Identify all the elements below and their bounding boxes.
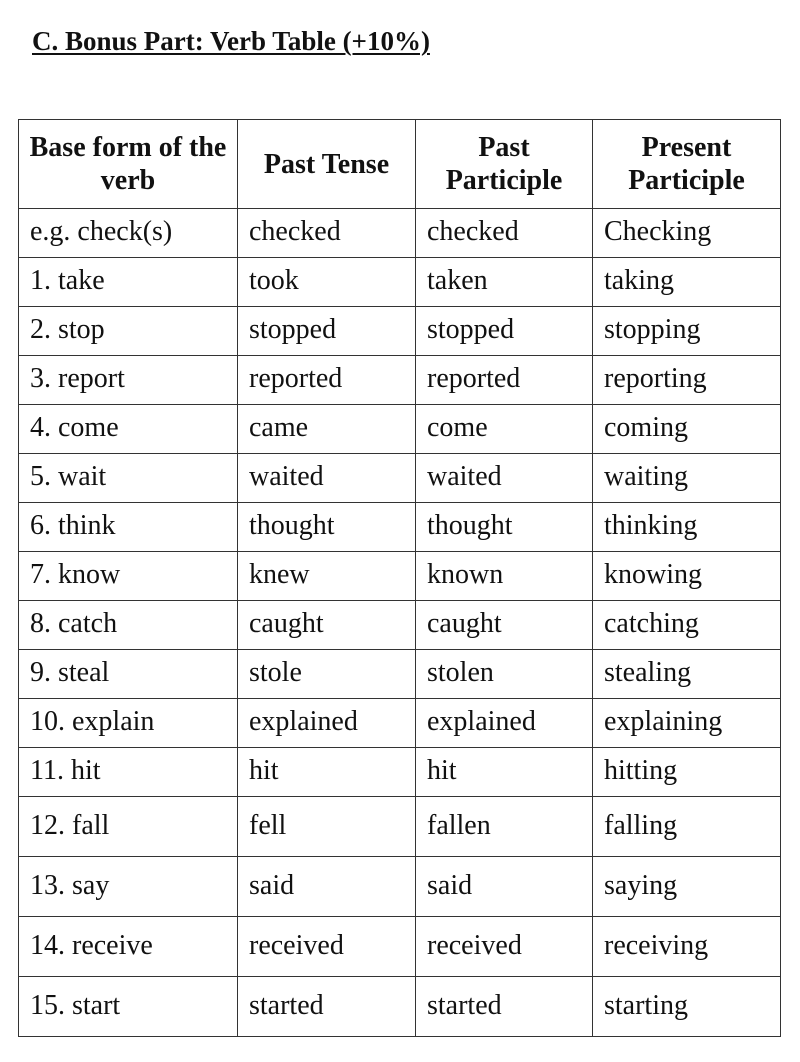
present-participle-cell: starting — [593, 977, 781, 1037]
base-form-cell: 14. receive — [19, 917, 238, 977]
base-form-cell: 1. take — [19, 258, 238, 307]
table-row — [19, 356, 781, 405]
past-participle-cell: caught — [416, 601, 593, 650]
present-participle-cell: falling — [593, 797, 781, 857]
present-participle-cell: stopping — [593, 307, 781, 356]
past-tense-cell: caught — [238, 601, 416, 650]
past-participle-cell: checked — [416, 209, 593, 258]
table-row — [19, 405, 781, 454]
table-row — [19, 209, 781, 258]
past-tense-cell: thought — [238, 503, 416, 552]
base-form-cell: 9. steal — [19, 650, 238, 699]
base-form-cell: 13. say — [19, 857, 238, 917]
base-form-cell: 2. stop — [19, 307, 238, 356]
verb-table — [18, 119, 781, 1037]
present-participle-cell: reporting — [593, 356, 781, 405]
base-form-cell: 7. know — [19, 552, 238, 601]
present-participle-cell: explaining — [593, 699, 781, 748]
past-tense-cell: explained — [238, 699, 416, 748]
past-participle-cell: known — [416, 552, 593, 601]
table-header — [19, 120, 781, 209]
header-past-tense: Past Tense — [238, 120, 416, 209]
base-form-cell: 12. fall — [19, 797, 238, 857]
present-participle-cell: knowing — [593, 552, 781, 601]
page-title: C. Bonus Part: Verb Table (+10%) — [32, 26, 430, 56]
table-row — [19, 699, 781, 748]
past-tense-cell: took — [238, 258, 416, 307]
present-participle-cell: thinking — [593, 503, 781, 552]
past-participle-cell: stopped — [416, 307, 593, 356]
table-row — [19, 650, 781, 699]
past-tense-cell: checked — [238, 209, 416, 258]
base-form-cell: 11. hit — [19, 748, 238, 797]
past-participle-cell: waited — [416, 454, 593, 503]
past-tense-cell: knew — [238, 552, 416, 601]
table-row — [19, 748, 781, 797]
past-tense-cell: started — [238, 977, 416, 1037]
present-participle-cell: waiting — [593, 454, 781, 503]
table-body — [19, 209, 781, 1037]
past-tense-cell: said — [238, 857, 416, 917]
table-row — [19, 503, 781, 552]
table-row — [19, 601, 781, 650]
header-base-form: Base form of the verb — [19, 120, 238, 209]
table-row — [19, 552, 781, 601]
past-participle-cell: thought — [416, 503, 593, 552]
table-row — [19, 977, 781, 1037]
present-participle-cell: saying — [593, 857, 781, 917]
base-form-cell: 15. start — [19, 977, 238, 1037]
base-form-cell: 6. think — [19, 503, 238, 552]
past-tense-cell: reported — [238, 356, 416, 405]
past-participle-cell: reported — [416, 356, 593, 405]
header-row — [19, 120, 781, 209]
present-participle-cell: taking — [593, 258, 781, 307]
past-participle-cell: come — [416, 405, 593, 454]
past-participle-cell: hit — [416, 748, 593, 797]
base-form-cell: e.g. check(s) — [19, 209, 238, 258]
past-tense-cell: fell — [238, 797, 416, 857]
base-form-cell: 3. report — [19, 356, 238, 405]
past-tense-cell: waited — [238, 454, 416, 503]
table-row — [19, 917, 781, 977]
table-row — [19, 454, 781, 503]
base-form-cell: 5. wait — [19, 454, 238, 503]
base-form-cell: 10. explain — [19, 699, 238, 748]
table-row — [19, 797, 781, 857]
past-participle-cell: received — [416, 917, 593, 977]
past-tense-cell: stole — [238, 650, 416, 699]
past-participle-cell: stolen — [416, 650, 593, 699]
present-participle-cell: coming — [593, 405, 781, 454]
table-row — [19, 258, 781, 307]
past-tense-cell: hit — [238, 748, 416, 797]
past-participle-cell: fallen — [416, 797, 593, 857]
past-participle-cell: said — [416, 857, 593, 917]
present-participle-cell: hitting — [593, 748, 781, 797]
table-row — [19, 307, 781, 356]
base-form-cell: 8. catch — [19, 601, 238, 650]
past-tense-cell: received — [238, 917, 416, 977]
present-participle-cell: stealing — [593, 650, 781, 699]
base-form-cell: 4. come — [19, 405, 238, 454]
header-present-participle: Present Participle — [593, 120, 781, 209]
past-tense-cell: stopped — [238, 307, 416, 356]
table-row — [19, 857, 781, 917]
past-participle-cell: started — [416, 977, 593, 1037]
past-participle-cell: taken — [416, 258, 593, 307]
past-tense-cell: came — [238, 405, 416, 454]
present-participle-cell: Checking — [593, 209, 781, 258]
past-participle-cell: explained — [416, 699, 593, 748]
present-participle-cell: catching — [593, 601, 781, 650]
header-past-participle: Past Participle — [416, 120, 593, 209]
present-participle-cell: receiving — [593, 917, 781, 977]
